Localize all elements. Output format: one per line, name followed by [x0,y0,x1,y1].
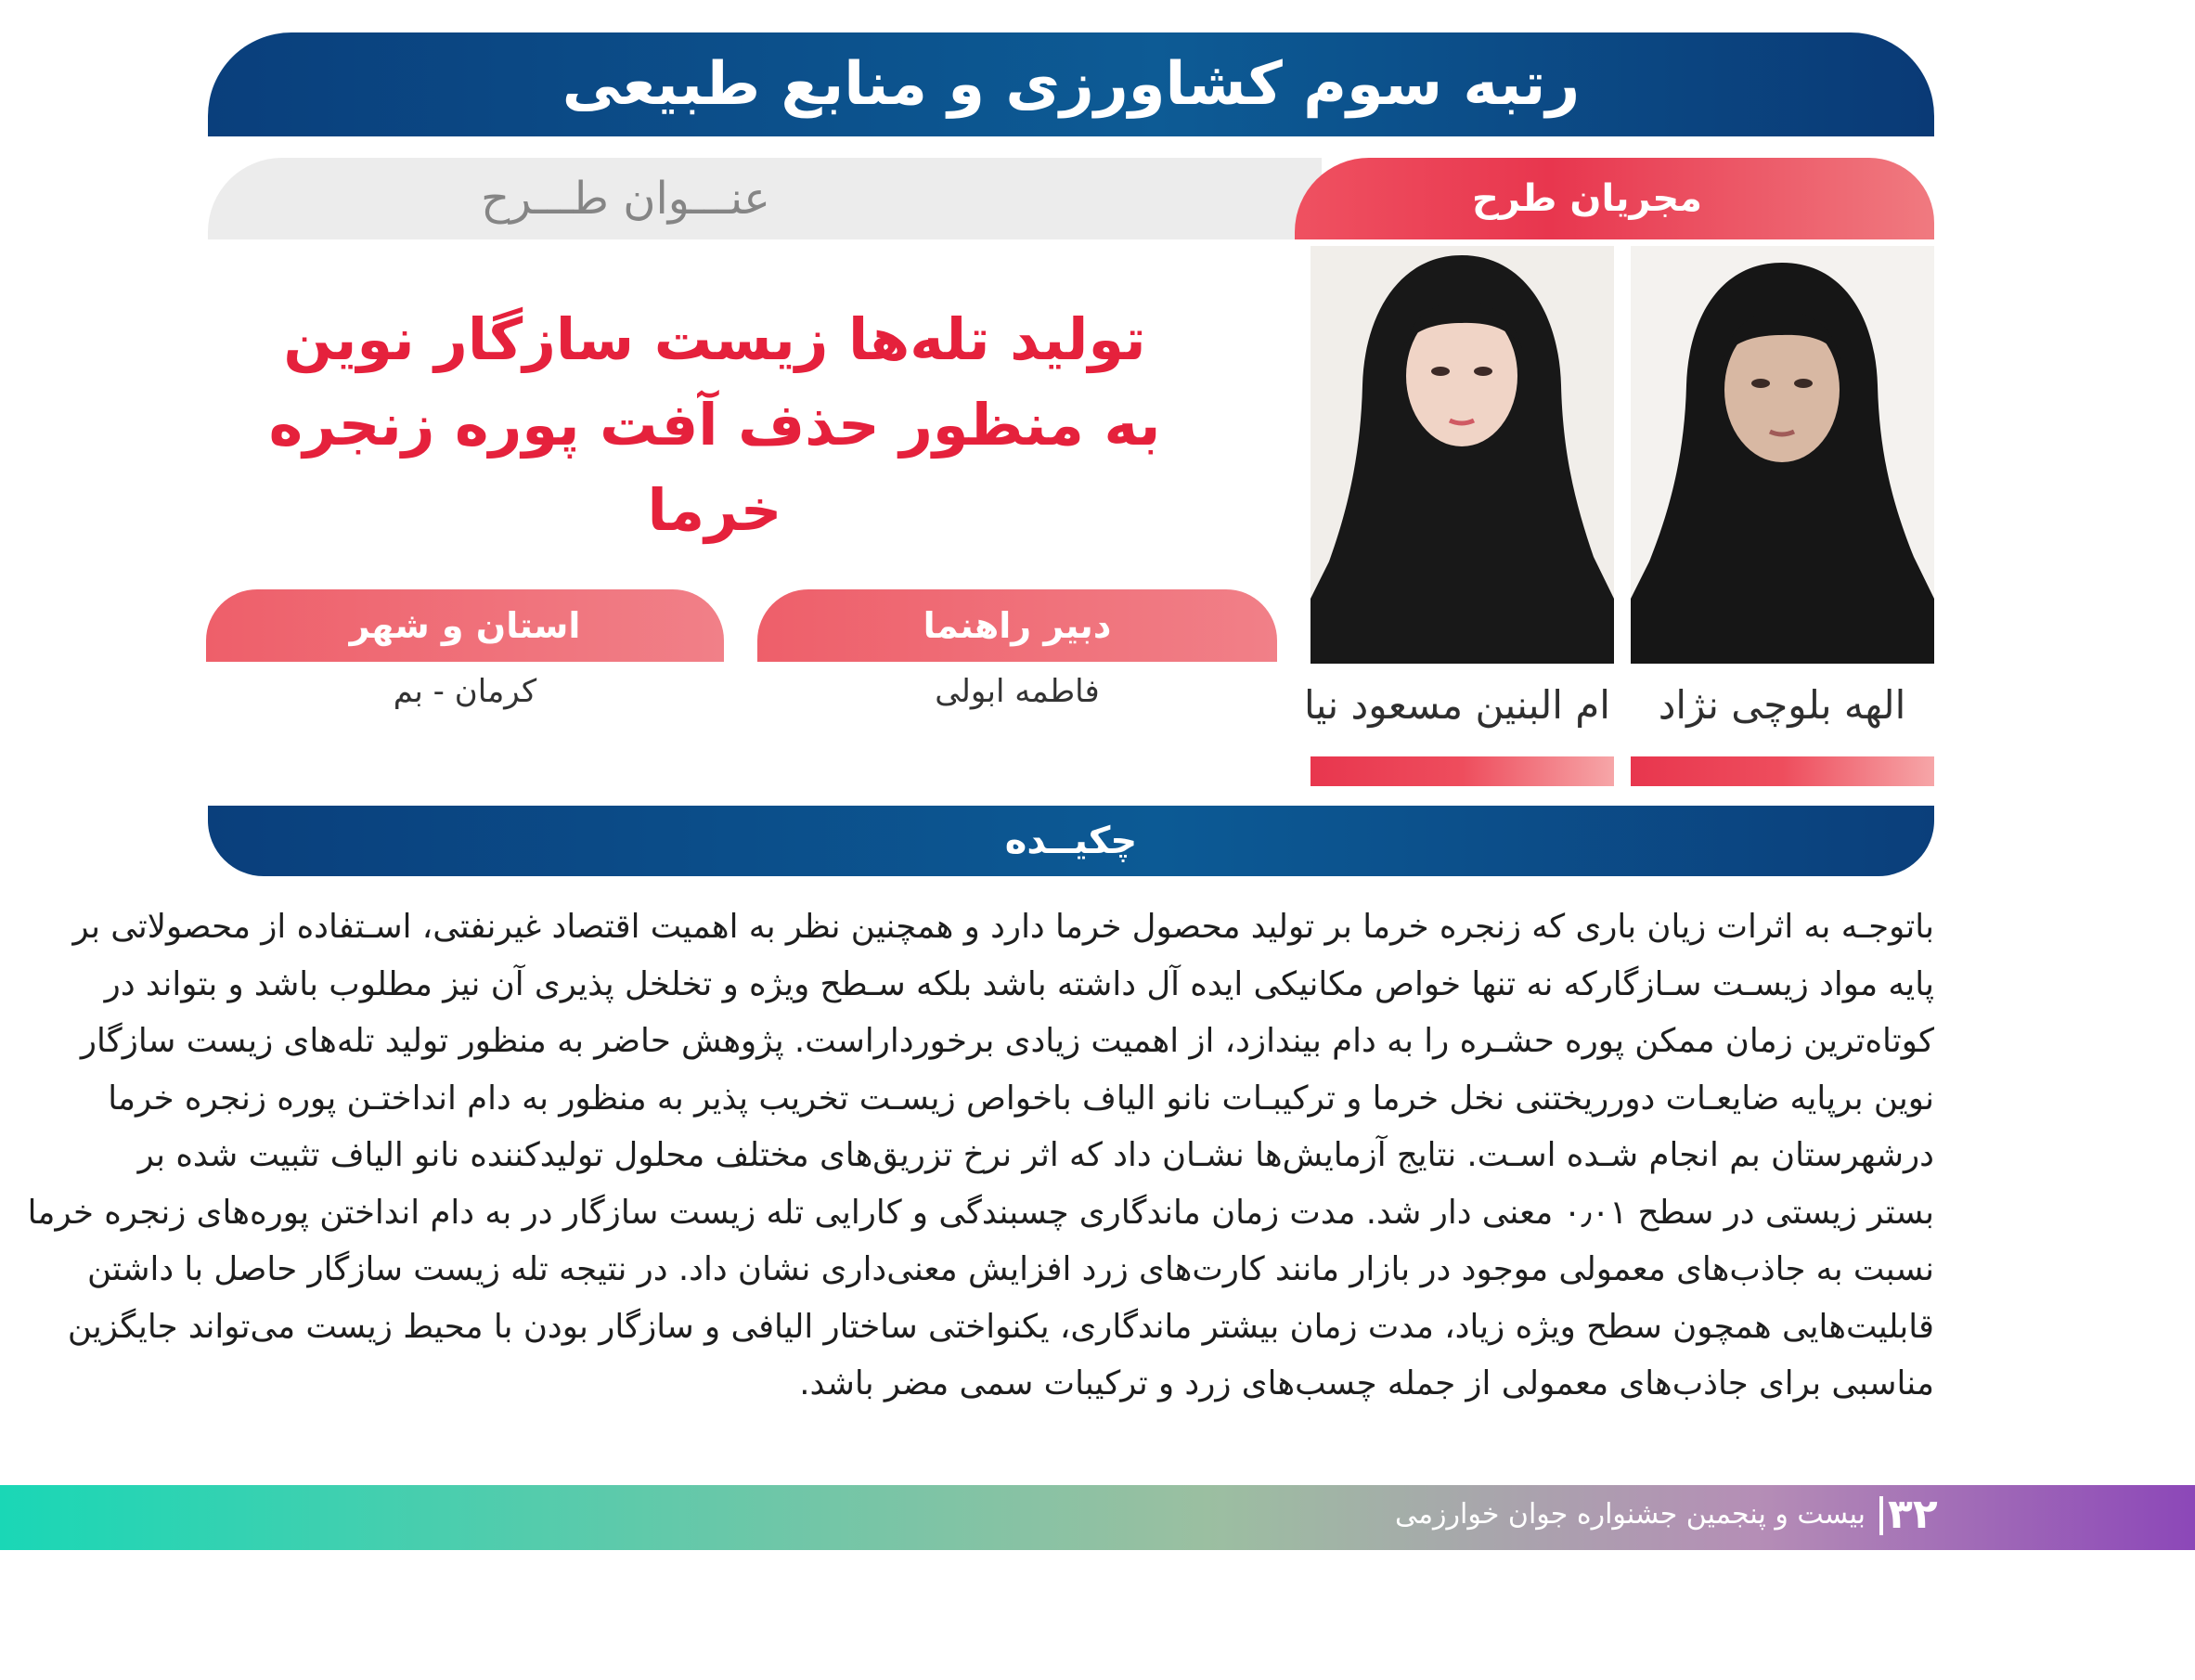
abstract-line: درشهرستان بم انجام شـده اسـت. نتایج آزمایش‌ها نشـان داد که اثر نرخ تزریق‌های مختلف محلول تولیدکننده نانو الیاف تثبیت شده بر [137,1136,1934,1174]
author-name-1: الهه بلوچی نژاد [1658,682,1906,728]
author-name-2: ام البنین مسعود نیا [1304,682,1610,728]
abstract-line: کوتاه‌ترین زمان ممکن پوره حشـره را به دام بیندازد، از اهمیت زیادی برخورداراست. پژوهش حاضر به منظور تولید تله‌های زیست سازگار [80,1022,1934,1060]
abstract-line: مناسبی برای جاذب‌های معمولی از جمله چسب‌های زرد و ترکیبات سمی مضر باشد. [799,1364,1934,1402]
authors-tab [1295,158,1934,239]
advisor-tab [757,589,1277,662]
footer-divider [1879,1496,1883,1535]
abstract-line: بستر زیستی در سطح ۰٫۰۱ معنی دار شد. مدت زمان ماندگاری چسبندگی و کارایی تله زیست سازگار در به دام انداختن پوره‌های زنجره خرما [27,1193,1934,1232]
project-title-line-1: تولید تله‌ها زیست سازگار نوین [283,305,1146,373]
location-label: استان و شهر [349,605,581,646]
abstract-line: باتوجـه به اثرات زیان باری که زنجره خرما بر تولید محصول خرما دارد و همچنین نظر به اهمیت اقتصاد غیرنفتی، اسـتفاده از محصولاتی بر [72,908,1934,946]
abstract-line: پایه مواد زیسـت سـازگارکه نه تنها خواص مکانیکی ایده آل داشته باشد بلکه سـطح ویژه و تخلخل پذیری آن نیز مطلوب باشد و بتواند در [104,964,1934,1003]
abstract-line: نوین برپایه ضایعـات دورریختنی نخل خرما و ترکیبـات نانو الیاف باخواص زیسـت تخریب پذیر به منظور به دام انداختـن پوره زنجره خرما [108,1079,1934,1118]
page-header-banner [208,32,1934,136]
project-title-line-2: به منظور حذف آفت پوره زنجره خرما [268,391,1161,544]
project-title [251,297,1179,553]
abstract-body [27,898,1934,1413]
publication-name: بیست و پنجمین جشنواره جوان خوارزمی [1394,1498,1866,1531]
footer-bar [0,1485,2195,1550]
location-value: کرمان - بم [393,673,537,710]
advisor-label: دبیر راهنما [923,605,1112,646]
abstract-header-banner [208,806,1934,876]
author-2-underline-bar [1311,756,1614,786]
abstract-line: قابلیت‌هایی همچون سطح ویژه زیاد، مدت زمان بیشتر ماندگاری، یکنواختی ساختار الیافی و سازگار بودن با محیط زیست می‌تواند جایگزین [67,1307,1934,1346]
authors-tab-label: مجریان طرح [1472,177,1702,220]
author-photo-2 [1311,246,1614,664]
author-photo-1 [1631,246,1934,664]
page-number: ۳۲ [1888,1491,1938,1538]
project-title-tab-label: عنـــوان طـــرح [481,173,770,225]
abstract-line: نسبت به جاذب‌های معمولی موجود در بازار مانند کارت‌های زرد افزایش معنی‌داری نشان داد. در نتیجه تله زیست سازگار حاصل با داشتن [86,1250,1934,1288]
author-1-underline-bar [1631,756,1934,786]
advisor-value: فاطمه ابولی [935,673,1100,710]
page-header-title: رتبه سوم کشاورزی و منابع طبیعی [562,50,1581,119]
project-title-tab [208,158,1322,239]
abstract-heading: چکیــده [1004,820,1138,862]
location-tab [206,589,724,662]
